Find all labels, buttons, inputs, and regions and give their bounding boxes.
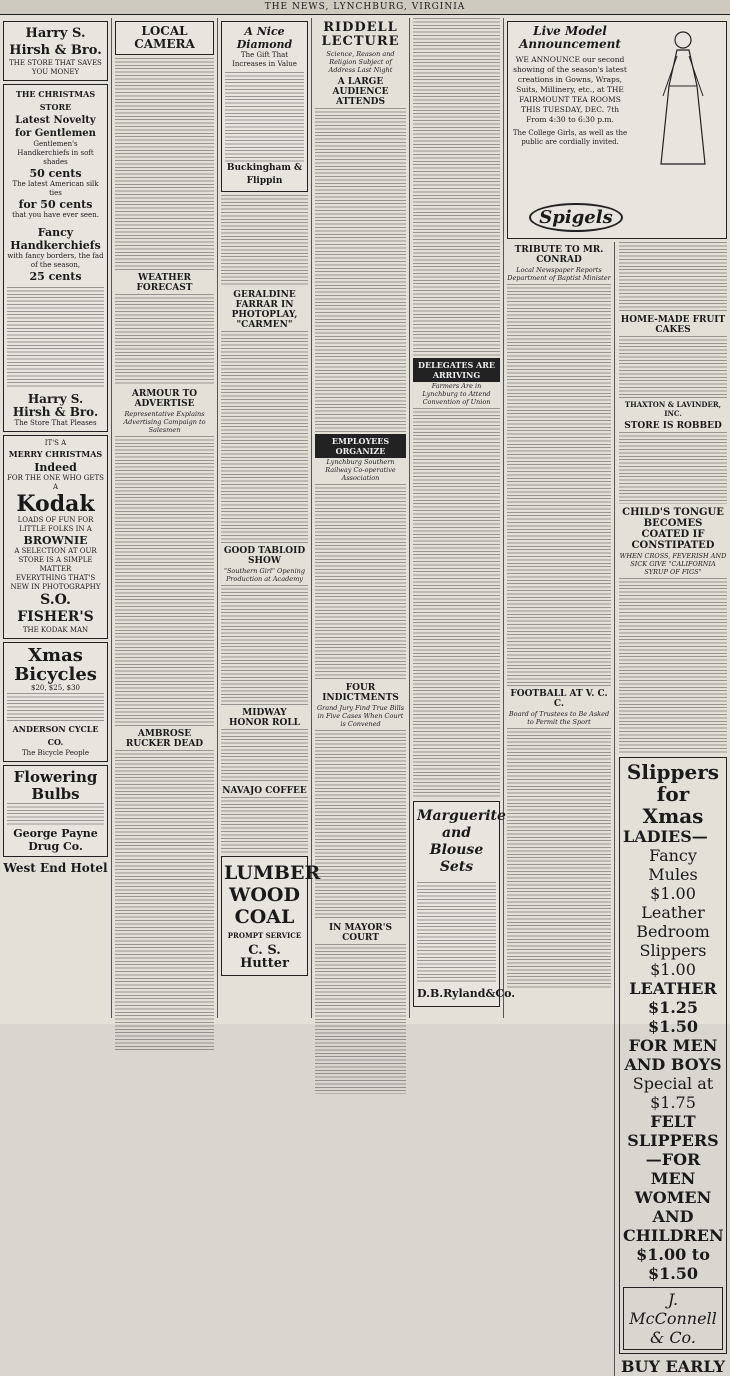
- column-4: [312, 18, 410, 1018]
- riddell-body: [315, 108, 406, 434]
- midway-head: MIDWAY HONOR ROLL: [229, 708, 300, 728]
- tabloid-head: GOOD TABLOID SHOW: [223, 546, 306, 566]
- slippers-leather: Leather Bedroom Slippers $1.00: [636, 903, 710, 979]
- armour-sub: Representative Explains Advertising Campaign to Salesmen: [123, 410, 206, 434]
- football-head: FOOTBALL AT V. C. C.: [510, 689, 608, 709]
- christmas-store-title: THE CHRISTMAS STORE: [15, 89, 96, 112]
- marguerite-ad: [413, 801, 516, 1007]
- lumber-l1: LUMBER: [224, 862, 321, 884]
- delegates-head: DELEGATES ARE ARRIVING: [413, 358, 500, 382]
- spigels-title: Live Model Announcement: [519, 24, 621, 51]
- chilos-sub: WHEN CROSS, FEVERISH AND SICK GIVE "CALIFORNIA SYRUP OF FIGS": [619, 552, 727, 576]
- audience-head: A LARGE AUDIENCE ATTENDS: [332, 77, 389, 107]
- christmas-store-price3: 25 cents: [29, 270, 82, 283]
- robbed-head: STORE IS ROBBED: [624, 421, 722, 431]
- armour-body: [115, 436, 214, 726]
- football-sub: Board of Trustees to Be Asked to Permit the Sport: [508, 710, 610, 726]
- col6b-body-top: [619, 242, 727, 312]
- slippers-special: Special at $1.75: [632, 1074, 714, 1112]
- col3-body-top: [221, 195, 308, 287]
- spigels-body: WE ANNOUNCE our second showing of the season's latest creations in Gowns, Wraps, Suits, Millinery, etc., at THE FAIRMOUNT TEA ROOMS THIS TUESDAY, DEC. 7th From 4:30 to 6:30 p.m.: [513, 55, 627, 124]
- buy-early: BUY EARLY: [620, 1357, 726, 1376]
- christmas-store-price2: for 50 cents: [18, 198, 93, 211]
- spigels-ad: [507, 21, 727, 239]
- slippers-leathers: LEATHER $1.25 $1.50: [629, 979, 717, 1036]
- christmas-store-ad: [3, 84, 108, 432]
- navajo-body: [221, 797, 308, 853]
- local-camera-title: LOCAL CAMERA: [134, 24, 195, 51]
- lumber-service: PROMPT SERVICE: [227, 931, 302, 940]
- spigels-invite: The College Girls, as well as the public are cordially invited.: [512, 129, 628, 146]
- indictments-sub: Grand Jury Find True Bills in Five Cases When Court is Convened: [316, 704, 405, 728]
- diamond-ad: [221, 21, 308, 192]
- marguerite-vendor: D.B.Ryland&Co.: [417, 987, 516, 1000]
- armour-head: ARMOUR TO ADVERTISE: [131, 389, 198, 409]
- kodak-brand: Kodak: [16, 491, 95, 517]
- employees-body: [315, 484, 406, 680]
- kodak-brownie: BROWNIE: [23, 534, 88, 547]
- bulbs-ad: [3, 765, 108, 857]
- lumber-l2: WOOD: [229, 884, 300, 906]
- christmas-store-line2: The latest American silk ties: [12, 180, 99, 197]
- fruit-head: HOME-MADE FRUIT CAKES: [620, 315, 726, 335]
- spigels-brand: Spigels: [529, 203, 622, 232]
- local-camera-body: [115, 58, 214, 270]
- christmas-store-line4: with fancy borders, the fad of the season,: [7, 252, 104, 269]
- hotel-ad: West End Hotel: [3, 861, 108, 875]
- geraldine-head: GERALDINE FARRAR IN PHOTOPLAY, "CARMEN": [231, 290, 298, 330]
- local-camera-banner: [115, 21, 214, 55]
- christmas-store-body: [7, 287, 104, 387]
- masthead: THE NEWS, LYNCHBURG, VIRGINIA: [0, 0, 730, 15]
- football-body: [507, 728, 611, 988]
- slippers-for-men: FOR MEN AND BOYS: [624, 1036, 722, 1074]
- delegates-body: [413, 408, 500, 798]
- kodak-for-one: FOR THE ONE WHO GETS A: [7, 474, 104, 491]
- diamond-sub: The Gift That Increases in Value: [232, 51, 297, 68]
- slippers-ad: [619, 757, 727, 1354]
- bicycles-prices: $20, $25, $30: [31, 684, 80, 692]
- kodak-ad: [3, 435, 108, 639]
- robbed-body: [619, 432, 727, 504]
- column-1: [0, 18, 112, 1018]
- hirsh-name: Harry S. Hirsh & Bro.: [9, 26, 102, 58]
- conrad-sub: Local Newspaper Reports Department of Baptist Minister: [507, 266, 611, 282]
- kodak-indeed: Indeed: [34, 461, 77, 474]
- column-2: [112, 18, 218, 1018]
- slippers-title: Slippers for Xmas: [626, 760, 720, 828]
- bulbs-body: [7, 803, 104, 827]
- bicycles-title: Xmas Bicycles: [14, 645, 97, 685]
- hirsh-tag: THE STORE THAT SAVES YOU MONEY: [9, 59, 102, 76]
- lumber-ad: [221, 856, 321, 976]
- column-6: [504, 18, 730, 1376]
- riddell-sub: Science, Reason and Religion Subject of Address Last Night: [326, 50, 395, 74]
- christmas-store-line3: that you have ever seen.: [12, 211, 99, 219]
- kodak-everything: EVERYTHING THAT'S NEW IN PHOTOGRAPHY: [10, 574, 101, 591]
- buckingham-vendor: Buckingham & Flippin: [226, 163, 303, 186]
- midway-body: [221, 729, 308, 783]
- weather-head: WEATHER FORECAST: [136, 273, 193, 293]
- column-5: [410, 18, 516, 1018]
- tabloid-sub: "Southern Girl" Opening Production at Academy: [223, 567, 305, 583]
- riddell-title: RIDDELL LECTURE: [321, 20, 400, 49]
- bicycles-vendor-tag: The Bicycle People: [22, 749, 89, 757]
- marguerite-body: [417, 882, 496, 982]
- mayors-head: IN MAYOR'S COURT: [328, 923, 393, 943]
- christmas-store-desc: Gentlemen's Handkerchiefs in soft shades: [17, 140, 94, 166]
- col5-body-top: [413, 18, 500, 358]
- conrad-body: [507, 284, 611, 686]
- slippers-felt: FELT SLIPPERS—FOR MEN WOMEN AND CHILDREN $1.00 to $1.50: [623, 1112, 724, 1283]
- lumber-vendor: C. S. Hutter: [240, 943, 289, 971]
- kodak-store-tag: THE KODAK MAN: [22, 626, 89, 634]
- conrad-head: TRIBUTE TO MR. CONRAD: [514, 245, 604, 265]
- slippers-fancy: Fancy Mules $1.00: [648, 846, 698, 903]
- slippers-ladies: LADIES—: [623, 827, 708, 846]
- fruit-body: [619, 336, 727, 400]
- chilos-body: [619, 578, 727, 754]
- bicycles-ad: [3, 642, 108, 762]
- employees-sub: Lynchburg Southern Railway Co-operative Association: [325, 458, 396, 482]
- diamond-title: A Nice Diamond: [236, 25, 293, 51]
- column-3: [218, 18, 321, 1018]
- navajo-head: NAVAJO COFFEE: [222, 786, 307, 796]
- christmas-store-headline: Latest Novelty for Gentlemen: [15, 115, 96, 139]
- employees-head: EMPLOYEES ORGANIZE: [315, 434, 406, 458]
- bicycles-body: [7, 693, 104, 723]
- christmas-store-price1: 50 cents: [29, 167, 82, 180]
- tabloid-body: [221, 585, 308, 705]
- chilos-head: CHILD'S TONGUE BECOMES COATED IF CONSTIPATED: [622, 507, 724, 551]
- diamond-body: [225, 72, 304, 162]
- bulbs-title: Flowering Bulbs: [13, 768, 98, 803]
- kodak-store: S.O. FISHER'S: [17, 592, 94, 625]
- christmas-store-heading3: Fancy Handkerchiefs: [10, 226, 101, 252]
- geraldine-body: [221, 331, 308, 543]
- kodak-loads: LOADS OF FUN FOR LITTLE FOLKS IN A: [17, 516, 94, 533]
- bicycles-vendor: ANDERSON CYCLE CO.: [12, 724, 99, 747]
- kodak-merry: MERRY CHRISTMAS: [8, 449, 103, 459]
- ambrose-head: AMBROSE RUCKER DEAD: [125, 729, 204, 749]
- weather-body: [115, 294, 214, 386]
- model-illustration: [653, 26, 713, 166]
- marguerite-title: Marguerite and Blouse Sets: [417, 808, 506, 875]
- lumber-l3: COAL: [234, 906, 295, 928]
- ambrose-body: [115, 750, 214, 1050]
- hirsh-footer-name: Harry S. Hirsh & Bro.: [12, 392, 99, 419]
- mayors-body: [315, 944, 406, 1094]
- slippers-vendor: J. McConnell & Co.: [623, 1287, 723, 1350]
- delegates-sub: Farmers Are in Lynchburg to Attend Convention of Union: [422, 382, 491, 406]
- hirsh-footer-tag: The Store That Pleases: [14, 419, 97, 427]
- hirsh-ad-top: [3, 21, 108, 81]
- indictments-head: FOUR INDICTMENTS: [322, 683, 399, 703]
- indictments-body: [315, 730, 406, 920]
- fruit-vendor: THAXTON & LAVINDER, INC.: [624, 400, 722, 418]
- kodak-selection: A SELECTION AT OUR STORE IS A SIMPLE MATTER: [14, 547, 97, 573]
- bulbs-vendor: George Payne Drug Co.: [13, 827, 98, 853]
- kodak-top: IT'S A: [44, 439, 67, 447]
